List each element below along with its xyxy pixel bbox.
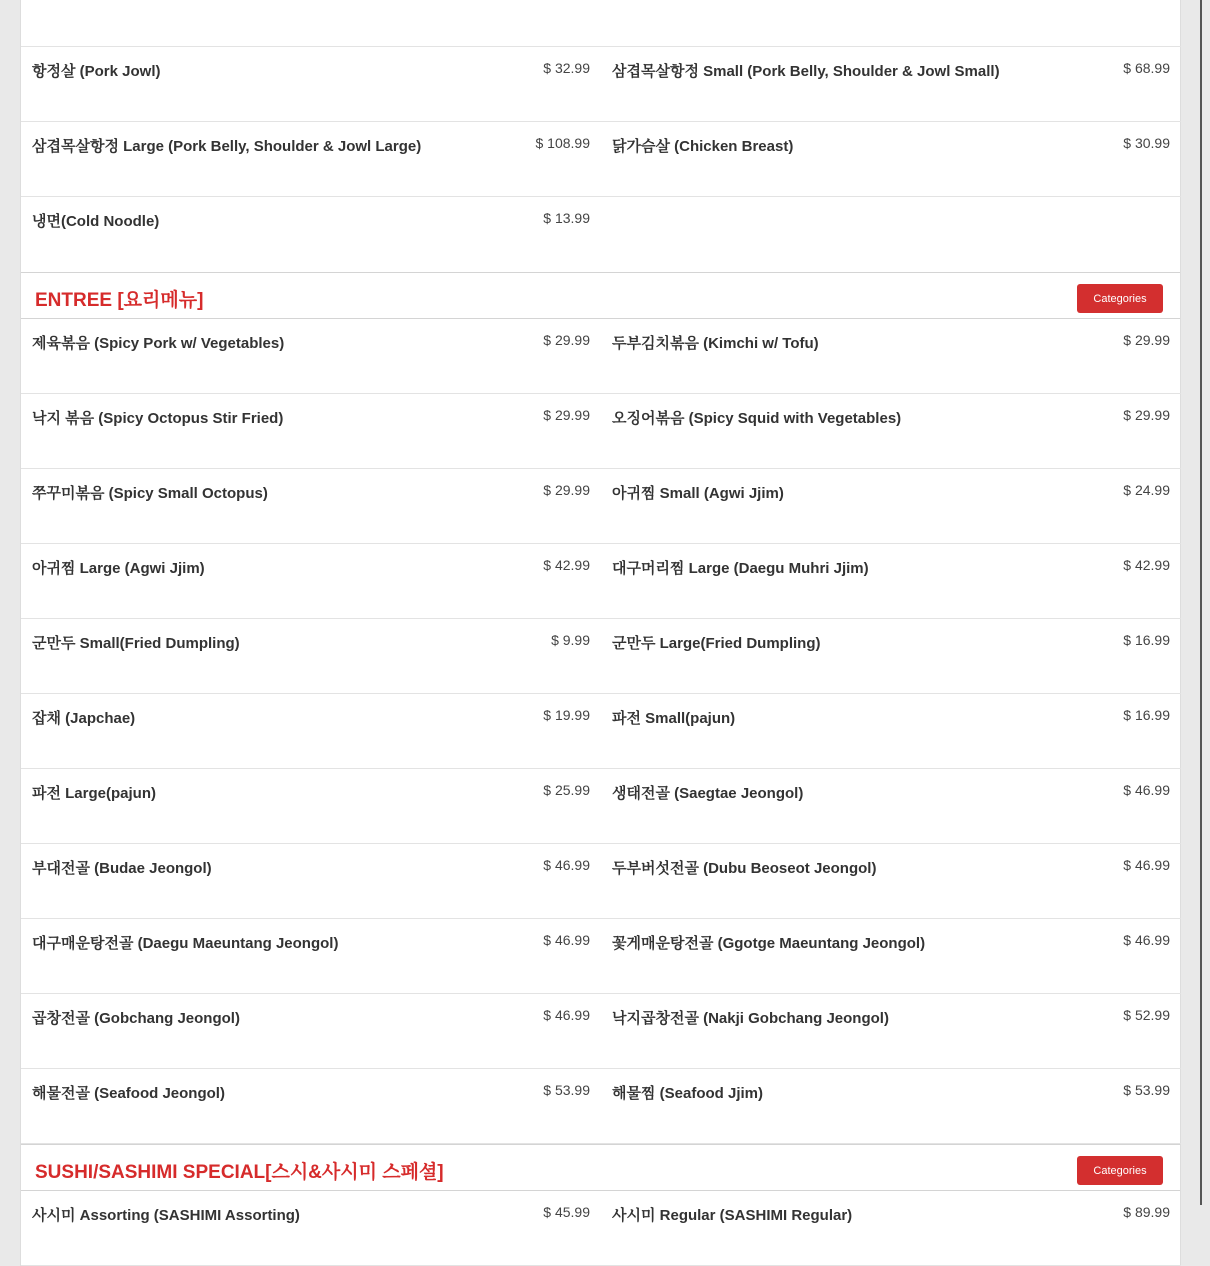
menu-item[interactable] — [21, 769, 601, 844]
entree-grid — [21, 319, 1180, 1144]
item-name: 낙지 볶음 (Spicy Octopus Stir Fried) — [32, 410, 284, 427]
category-title: SUSHI/SASHIMI SPECIAL[스시&사시미 스페셜] — [35, 1162, 444, 1183]
menu-item[interactable] — [21, 319, 601, 394]
item-price: $ 13.99 — [543, 210, 590, 226]
item-price: $ 16.99 — [1123, 707, 1170, 723]
menu-item[interactable] — [21, 0, 601, 47]
item-price: $ 29.99 — [543, 482, 590, 498]
item-price: $ 29.99 — [543, 332, 590, 348]
item-name: 대구매운탕전골 (Daegu Maeuntang Jeongol) — [32, 935, 339, 952]
item-name: 오징어볶음 (Spicy Squid with Vegetables) — [612, 410, 902, 427]
menu-item[interactable] — [21, 122, 601, 197]
menu-item[interactable] — [601, 1191, 1181, 1266]
item-name: 해물찜 (Seafood Jjim) — [612, 1085, 763, 1102]
section-prev-grid — [21, 0, 1180, 272]
item-price: $ 9.99 — [551, 632, 590, 648]
item-name: 군만두 Large(Fried Dumpling) — [612, 635, 821, 652]
item-name: 꽃게매운탕전골 (Ggotge Maeuntang Jeongol) — [612, 935, 926, 952]
item-name: 대구머리찜 Large (Daegu Muhri Jjim) — [612, 560, 869, 577]
item-name: 제육볶음 (Spicy Pork w/ Vegetables) — [32, 335, 285, 352]
menu-item[interactable] — [601, 919, 1181, 994]
menu-item[interactable] — [21, 844, 601, 919]
item-price: $ 16.99 — [1123, 632, 1170, 648]
item-price: $ 89.99 — [1123, 1204, 1170, 1220]
category-header-sushi — [21, 1144, 1180, 1191]
item-name: 삼겹목살항정 Small (Pork Belly, Shoulder & Jowl Small) — [612, 63, 1000, 80]
menu-item[interactable] — [601, 619, 1181, 694]
item-price: $ 25.99 — [543, 782, 590, 798]
item-price: $ 29.99 — [1123, 332, 1170, 348]
item-price: $ 42.99 — [1123, 557, 1170, 573]
item-name: 두부김치볶음 (Kimchi w/ Tofu) — [612, 335, 819, 352]
item-name: 닭가슴살 (Chicken Breast) — [612, 138, 794, 155]
item-name: 파전 Small(pajun) — [612, 710, 736, 727]
sushi-grid — [21, 1191, 1180, 1266]
item-price: $ 46.99 — [1123, 932, 1170, 948]
item-name: 아귀찜 Large (Agwi Jjim) — [32, 560, 205, 577]
categories-button[interactable]: Categories — [1077, 284, 1163, 313]
item-name: 파전 Large(pajun) — [32, 785, 156, 802]
item-price: $ 53.99 — [543, 1082, 590, 1098]
item-price: $ 52.99 — [1123, 1007, 1170, 1023]
menu-item[interactable] — [601, 0, 1181, 47]
menu-item[interactable] — [601, 47, 1181, 122]
menu-item[interactable] — [21, 544, 601, 619]
item-name: 부대전골 (Budae Jeongol) — [32, 860, 212, 877]
menu-item[interactable] — [21, 919, 601, 994]
item-price: $ 46.99 — [543, 857, 590, 873]
menu-item[interactable] — [601, 769, 1181, 844]
item-name: 곱창전골 (Gobchang Jeongol) — [32, 1010, 240, 1027]
item-price: $ 29.99 — [1123, 407, 1170, 423]
item-name: 해물전골 (Seafood Jeongol) — [32, 1085, 225, 1102]
menu-item[interactable] — [601, 469, 1181, 544]
item-price: $ 46.99 — [543, 932, 590, 948]
item-price: $ 46.99 — [1123, 857, 1170, 873]
empty-cell — [601, 197, 1181, 272]
item-price: $ 45.99 — [543, 1204, 590, 1220]
menu-item[interactable] — [21, 469, 601, 544]
menu-item[interactable] — [21, 994, 601, 1069]
item-name: 두부버섯전골 (Dubu Beoseot Jeongol) — [612, 860, 877, 877]
item-name: 사시미 Assorting (SASHIMI Assorting) — [32, 1207, 300, 1224]
menu-item[interactable] — [601, 694, 1181, 769]
item-name: 생태전골 (Saegtae Jeongol) — [612, 785, 804, 802]
item-name: 사시미 Regular (SASHIMI Regular) — [612, 1207, 853, 1224]
menu-item[interactable] — [21, 47, 601, 122]
menu-item[interactable] — [21, 1191, 601, 1266]
item-price: $ 32.99 — [543, 60, 590, 76]
categories-button[interactable]: Categories — [1077, 1156, 1163, 1185]
item-price: $ 68.99 — [1123, 60, 1170, 76]
item-price: $ 19.99 — [543, 707, 590, 723]
item-price: $ 29.99 — [543, 407, 590, 423]
menu-item[interactable] — [21, 619, 601, 694]
menu-item[interactable] — [21, 197, 601, 272]
item-price: $ 42.99 — [543, 557, 590, 573]
item-price: $ 24.99 — [1123, 482, 1170, 498]
item-name: 냉면(Cold Noodle) — [32, 213, 160, 230]
category-title: ENTREE [요리메뉴] — [35, 290, 204, 311]
menu-item[interactable] — [601, 394, 1181, 469]
menu-item[interactable] — [601, 844, 1181, 919]
menu-item[interactable] — [21, 694, 601, 769]
item-name: 군만두 Small(Fried Dumpling) — [32, 635, 240, 652]
menu-item[interactable] — [601, 1069, 1181, 1144]
category-header-entree — [21, 272, 1180, 319]
menu-item[interactable] — [601, 319, 1181, 394]
menu-item[interactable] — [21, 1069, 601, 1144]
menu-container — [20, 0, 1181, 1266]
item-name: 아귀찜 Small (Agwi Jjim) — [612, 485, 784, 502]
item-price: $ 53.99 — [1123, 1082, 1170, 1098]
item-name: 잡채 (Japchae) — [32, 710, 136, 727]
item-price: $ 46.99 — [1123, 782, 1170, 798]
item-price: $ 30.99 — [1123, 135, 1170, 151]
menu-item[interactable] — [21, 394, 601, 469]
menu-item[interactable] — [601, 122, 1181, 197]
item-price: $ 46.99 — [543, 1007, 590, 1023]
item-price: $ 108.99 — [535, 135, 590, 151]
item-name: 삼겹목살항정 Large (Pork Belly, Shoulder & Jowl Large) — [32, 138, 422, 155]
scrollbar[interactable] — [1200, 0, 1202, 1205]
item-name: 낙지곱창전골 (Nakji Gobchang Jeongol) — [612, 1010, 889, 1027]
item-name: 쭈꾸미볶음 (Spicy Small Octopus) — [32, 485, 268, 502]
menu-item[interactable] — [601, 544, 1181, 619]
item-name: 항정살 (Pork Jowl) — [32, 63, 161, 80]
menu-item[interactable] — [601, 994, 1181, 1069]
